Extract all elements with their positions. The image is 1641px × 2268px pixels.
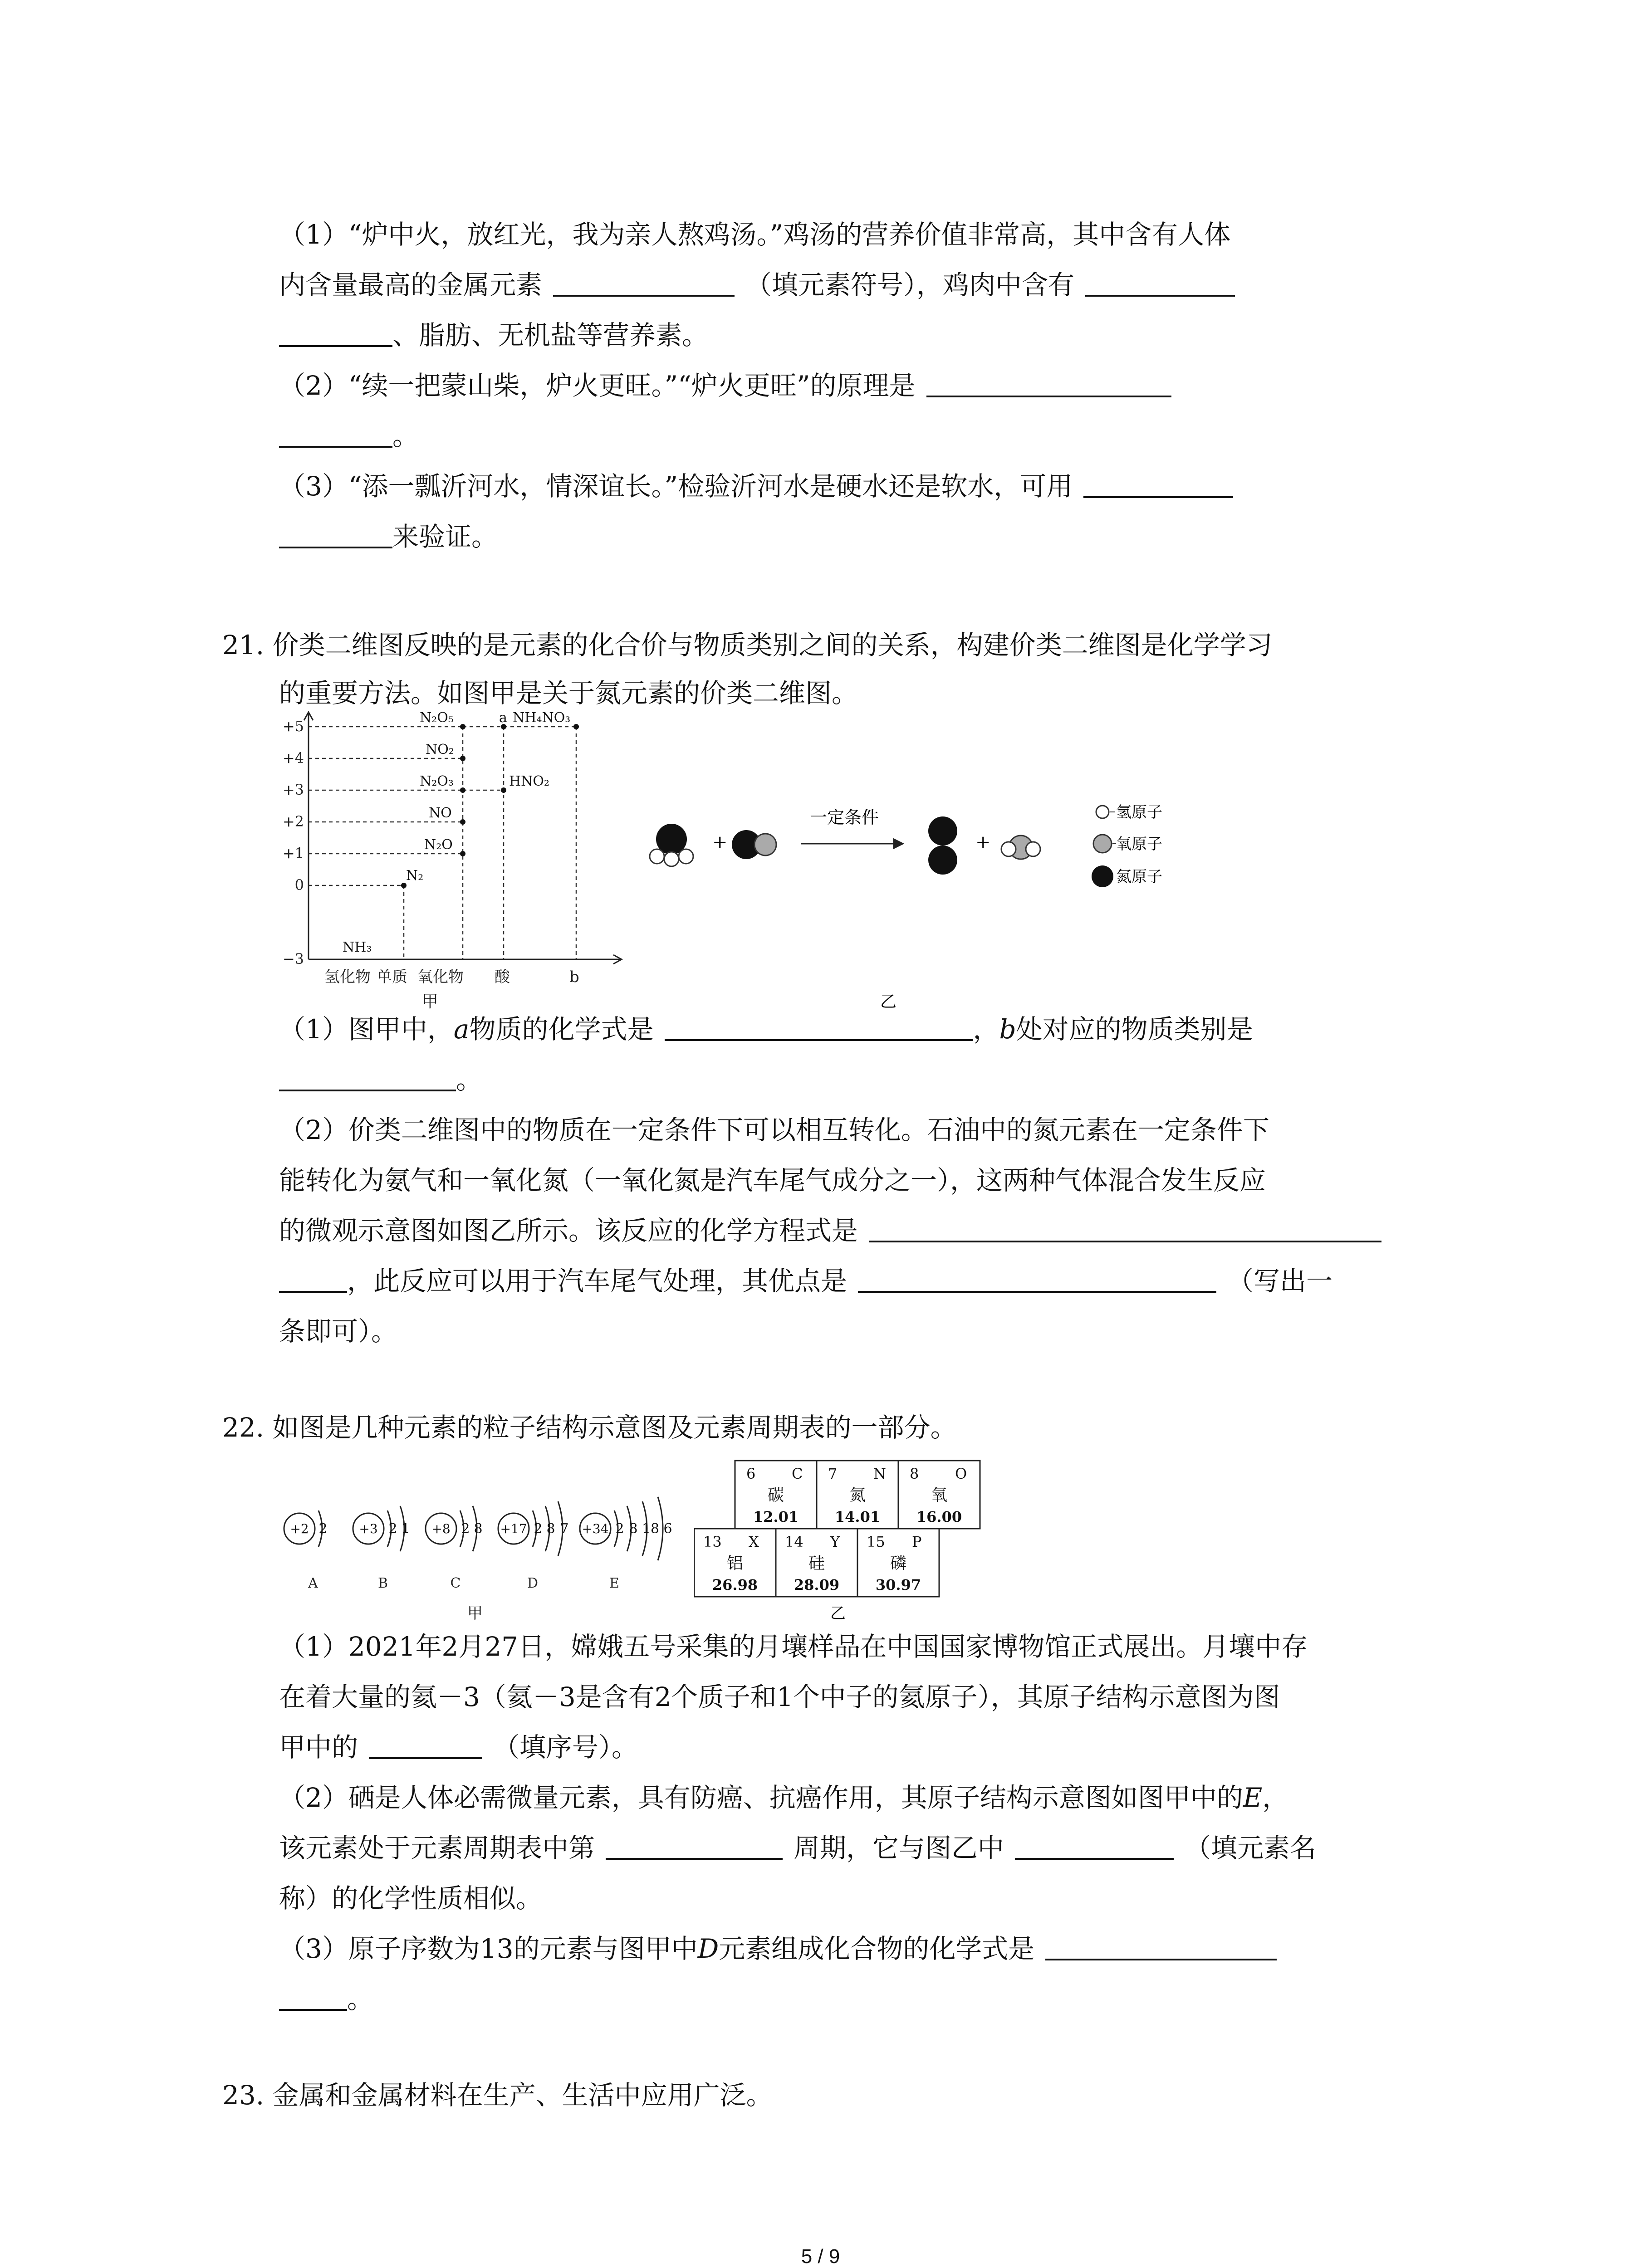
q21-part2-line5	[279, 1315, 397, 1348]
atom-label: E	[609, 1575, 619, 1591]
answer-blank[interactable]	[926, 369, 1171, 397]
x-label: 单质	[377, 968, 407, 986]
text: （2）“续一把蒙山柴，炉火更旺。”“炉火更旺”的原理是	[279, 370, 916, 401]
text: 。	[456, 1064, 483, 1095]
variable-a: a	[453, 1014, 470, 1045]
q21-stem-line1	[222, 628, 1273, 662]
answer-blank[interactable]	[279, 1063, 456, 1091]
q20-part3-line1	[279, 469, 1233, 503]
electron-count: 2	[534, 1521, 543, 1537]
text: 23. 金属和金属材料在生产、生活中应用广泛。	[222, 2080, 773, 2111]
atom-label: B	[377, 1575, 388, 1591]
element-name: 硅	[808, 1554, 825, 1573]
reaction-arrow	[801, 839, 903, 848]
nitrogen-molecule	[928, 816, 957, 875]
text: （1）2021年2月27日，嫦娥五号采集的月壤样品在中国国家博物馆正式展出。月壤中存	[279, 1631, 1308, 1662]
q20-part2-line1	[279, 369, 1171, 402]
answer-blank[interactable]	[369, 1731, 482, 1759]
text: （填元素符号），鸡肉中含有	[745, 269, 1075, 300]
point-label: NH₄NO₃	[513, 710, 571, 726]
element-name: 氮	[849, 1486, 866, 1505]
point-label: a	[499, 710, 507, 726]
text: 的微观示意图如图乙所示。该反应的化学方程式是	[279, 1215, 858, 1246]
q21-figure-yi	[626, 780, 1243, 1016]
y-tick: +2	[282, 813, 304, 830]
atom-label: A	[308, 1575, 318, 1591]
atom-label: D	[527, 1575, 539, 1591]
variable-e: E	[1243, 1782, 1263, 1813]
answer-blank[interactable]	[1083, 470, 1233, 498]
page-number: 5 / 9	[801, 2245, 840, 2268]
atomic-mass: 26.98	[712, 1576, 758, 1593]
text: （3）“添一瓢沂河水，情深谊长。”检验沂河水是硬水还是软水，可用	[279, 471, 1073, 502]
atomic-mass: 12.01	[753, 1508, 799, 1525]
atomic-number: 8	[910, 1465, 919, 1482]
electron-count: 6	[663, 1521, 672, 1537]
q22-part2-line1	[279, 1781, 1288, 1814]
y-tick: +3	[282, 781, 304, 798]
element-symbol: X	[749, 1533, 759, 1550]
text: （2）硒是人体必需微量元素，具有防癌、抗癌作用，其原子结构示意图如图甲中的	[279, 1782, 1243, 1813]
text: 该元素处于元素周期表中第	[279, 1833, 595, 1863]
legend-nitrogen: 氮原子	[1116, 868, 1162, 886]
text: 元素组成化合物的化学式是	[719, 1933, 1035, 1964]
element-name: 磷	[890, 1554, 907, 1573]
text: ，	[1262, 1782, 1289, 1813]
answer-blank[interactable]	[1085, 269, 1235, 297]
electron-count: 2	[388, 1521, 397, 1537]
atomic-number: 15	[867, 1533, 885, 1550]
q23-stem	[222, 2078, 773, 2112]
point-label: N₂O₅	[420, 710, 454, 726]
text: 周期，它与图乙中	[794, 1833, 1004, 1863]
variable-b: b	[999, 1014, 1016, 1045]
x-label: b	[569, 968, 579, 986]
q21-part2-line1	[279, 1113, 1269, 1147]
x-label: 氢化物	[324, 968, 371, 986]
answer-blank[interactable]	[279, 520, 392, 548]
text: （1）“炉中火，放红光，我为亲人熬鸡汤。”鸡汤的营养价值非常高，其中含有人体	[279, 219, 1231, 250]
answer-blank[interactable]	[279, 420, 392, 448]
x-label: 酸	[495, 968, 510, 986]
element-name: 铝	[726, 1554, 744, 1573]
element-name: 碳	[767, 1486, 784, 1505]
point-label: HNO₂	[509, 773, 550, 789]
legend-oxygen: 氧原子	[1116, 835, 1162, 853]
figure-caption: 乙	[830, 1604, 846, 1623]
electron-count: 2	[318, 1521, 328, 1537]
electron-count: 8	[629, 1521, 638, 1537]
q22-figure-jia	[272, 1474, 708, 1624]
text: （填序号）。	[493, 1732, 638, 1763]
electron-count: 8	[474, 1521, 483, 1537]
q20-part2-line2	[279, 419, 419, 453]
nitric-oxide-molecule	[732, 830, 776, 859]
x-label: 氧化物	[417, 968, 464, 986]
q20-part1-line1	[279, 218, 1230, 251]
text: 内含量最高的金属元素	[279, 269, 543, 300]
atomic-mass: 28.09	[794, 1576, 840, 1593]
answer-blank[interactable]	[279, 319, 392, 347]
answer-blank[interactable]	[553, 269, 735, 297]
q20-part1-line3	[279, 318, 708, 352]
point-label: N₂O₃	[420, 773, 454, 789]
text: （填元素名	[1185, 1833, 1317, 1863]
element-symbol: N	[873, 1465, 886, 1482]
text: 来验证。	[392, 521, 498, 552]
text: 处对应的物质类别是	[1016, 1014, 1253, 1045]
q22-part2-line2	[279, 1831, 1316, 1865]
text: （3）原子序数为13的元素与图甲中	[279, 1933, 698, 1964]
text: 称）的化学性质相似。	[279, 1883, 543, 1914]
y-tick: −3	[282, 950, 304, 968]
q21-figure-jia	[268, 708, 667, 1016]
y-tick: +4	[282, 749, 304, 767]
q21-part2-line4	[279, 1264, 1332, 1298]
point-label: NO	[429, 805, 452, 821]
text: （1）图甲中，	[279, 1014, 454, 1045]
answer-blank[interactable]	[665, 1013, 973, 1041]
atomic-mass: 30.97	[875, 1576, 921, 1593]
text: ，此反应可以用于汽车尾气处理，其优点是	[347, 1266, 847, 1296]
plus-sign: +	[975, 832, 991, 853]
element-symbol: C	[792, 1465, 803, 1482]
text: 。	[347, 1984, 374, 2014]
point-label: N₂	[406, 868, 424, 884]
text: 。	[392, 420, 419, 451]
nucleus-charge: +34	[582, 1521, 609, 1536]
text: 在着大量的氦－3（氦－3是含有2个质子和1个中子的氦原子），其原子结构示意图为图	[279, 1681, 1280, 1712]
q22-part1-line3	[279, 1730, 638, 1764]
figure-caption: 甲	[422, 992, 439, 1011]
q22-part2-line3	[279, 1882, 542, 1915]
element-symbol: P	[912, 1533, 922, 1550]
electron-count: 2	[615, 1521, 624, 1537]
q20-part1-line2	[279, 268, 1235, 302]
text: 、脂肪、无机盐等营养素。	[392, 320, 709, 351]
text: 物质的化学式是	[469, 1014, 654, 1045]
text: （2）价类二维图中的物质在一定条件下可以相互转化。石油中的氮元素在一定条件下	[279, 1114, 1269, 1145]
q21-part2-line2	[279, 1163, 1266, 1197]
atomic-mass: 16.00	[916, 1508, 962, 1525]
text: 21. 价类二维图反映的是元素的化合价与物质类别之间的关系，构建价类二维图是化学学习	[222, 630, 1273, 660]
text: 能转化为氨气和一氧化氮（一氧化氮是汽车尾气成分之一），这两种气体混合发生反应	[279, 1165, 1266, 1196]
q21-part1-line1	[279, 1012, 1253, 1046]
legend	[1092, 803, 1162, 887]
nucleus-charge: +3	[359, 1521, 378, 1536]
text: 条即可）。	[279, 1316, 398, 1347]
answer-blank[interactable]	[279, 1265, 347, 1293]
answer-blank[interactable]	[869, 1214, 1381, 1242]
point-label: N₂O	[424, 837, 453, 853]
nucleus-charge: +8	[431, 1521, 451, 1536]
q22-part3-line1	[279, 1932, 1277, 1965]
atomic-number: 14	[785, 1533, 803, 1550]
q21-stem-line2	[279, 676, 858, 710]
ammonia-molecule	[650, 824, 693, 866]
q21-part2-line3	[279, 1214, 1381, 1247]
element-symbol: O	[955, 1465, 967, 1482]
q22-part1-line1	[279, 1630, 1308, 1663]
point-label: NO₂	[426, 742, 454, 758]
element-symbol: Y	[830, 1533, 840, 1550]
nucleus-charge: +17	[500, 1521, 527, 1536]
y-tick: 0	[294, 876, 304, 894]
text: 甲中的	[279, 1732, 358, 1763]
atomic-number: 6	[746, 1465, 756, 1482]
figure-caption: 甲	[467, 1604, 483, 1623]
answer-blank[interactable]	[606, 1832, 783, 1860]
atomic-number: 7	[828, 1465, 838, 1482]
element-name: 氧	[931, 1486, 948, 1505]
electron-count: 2	[461, 1521, 470, 1537]
q22-stem	[222, 1411, 957, 1444]
point-label: NH₃	[343, 939, 372, 955]
q22-part3-line2	[279, 1982, 373, 2016]
atom-label: C	[450, 1575, 461, 1591]
q21-part1-line2	[279, 1063, 482, 1096]
arrow-label: 一定条件	[810, 807, 879, 827]
nucleus-charge: +2	[290, 1521, 309, 1536]
answer-blank[interactable]	[279, 1983, 347, 2011]
q20-part3-line2	[279, 520, 498, 553]
q22-figure-yi	[694, 1456, 1030, 1624]
answer-blank[interactable]	[858, 1265, 1216, 1293]
y-tick: +1	[282, 845, 304, 862]
text: 的重要方法。如图甲是关于氮元素的价类二维图。	[279, 678, 858, 709]
water-molecule	[1001, 836, 1040, 859]
q22-part1-line2	[279, 1680, 1280, 1714]
atomic-mass: 14.01	[834, 1508, 881, 1525]
answer-blank[interactable]	[1045, 1932, 1277, 1960]
atomic-number: 13	[703, 1533, 722, 1550]
figure-caption: 乙	[880, 992, 897, 1011]
answer-blank[interactable]	[1015, 1832, 1174, 1860]
y-tick: +5	[282, 718, 304, 735]
variable-d: D	[697, 1933, 719, 1964]
text: （写出一	[1227, 1266, 1333, 1296]
electron-count: 1	[401, 1521, 410, 1537]
plus-sign: +	[712, 832, 728, 853]
electron-count: 7	[560, 1521, 569, 1537]
electron-count: 18	[642, 1521, 660, 1537]
text: 22. 如图是几种元素的粒子结构示意图及元素周期表的一部分。	[222, 1412, 957, 1443]
electron-count: 8	[546, 1521, 555, 1537]
legend-hydrogen: 氢原子	[1116, 803, 1162, 821]
text: ，	[973, 1014, 999, 1045]
